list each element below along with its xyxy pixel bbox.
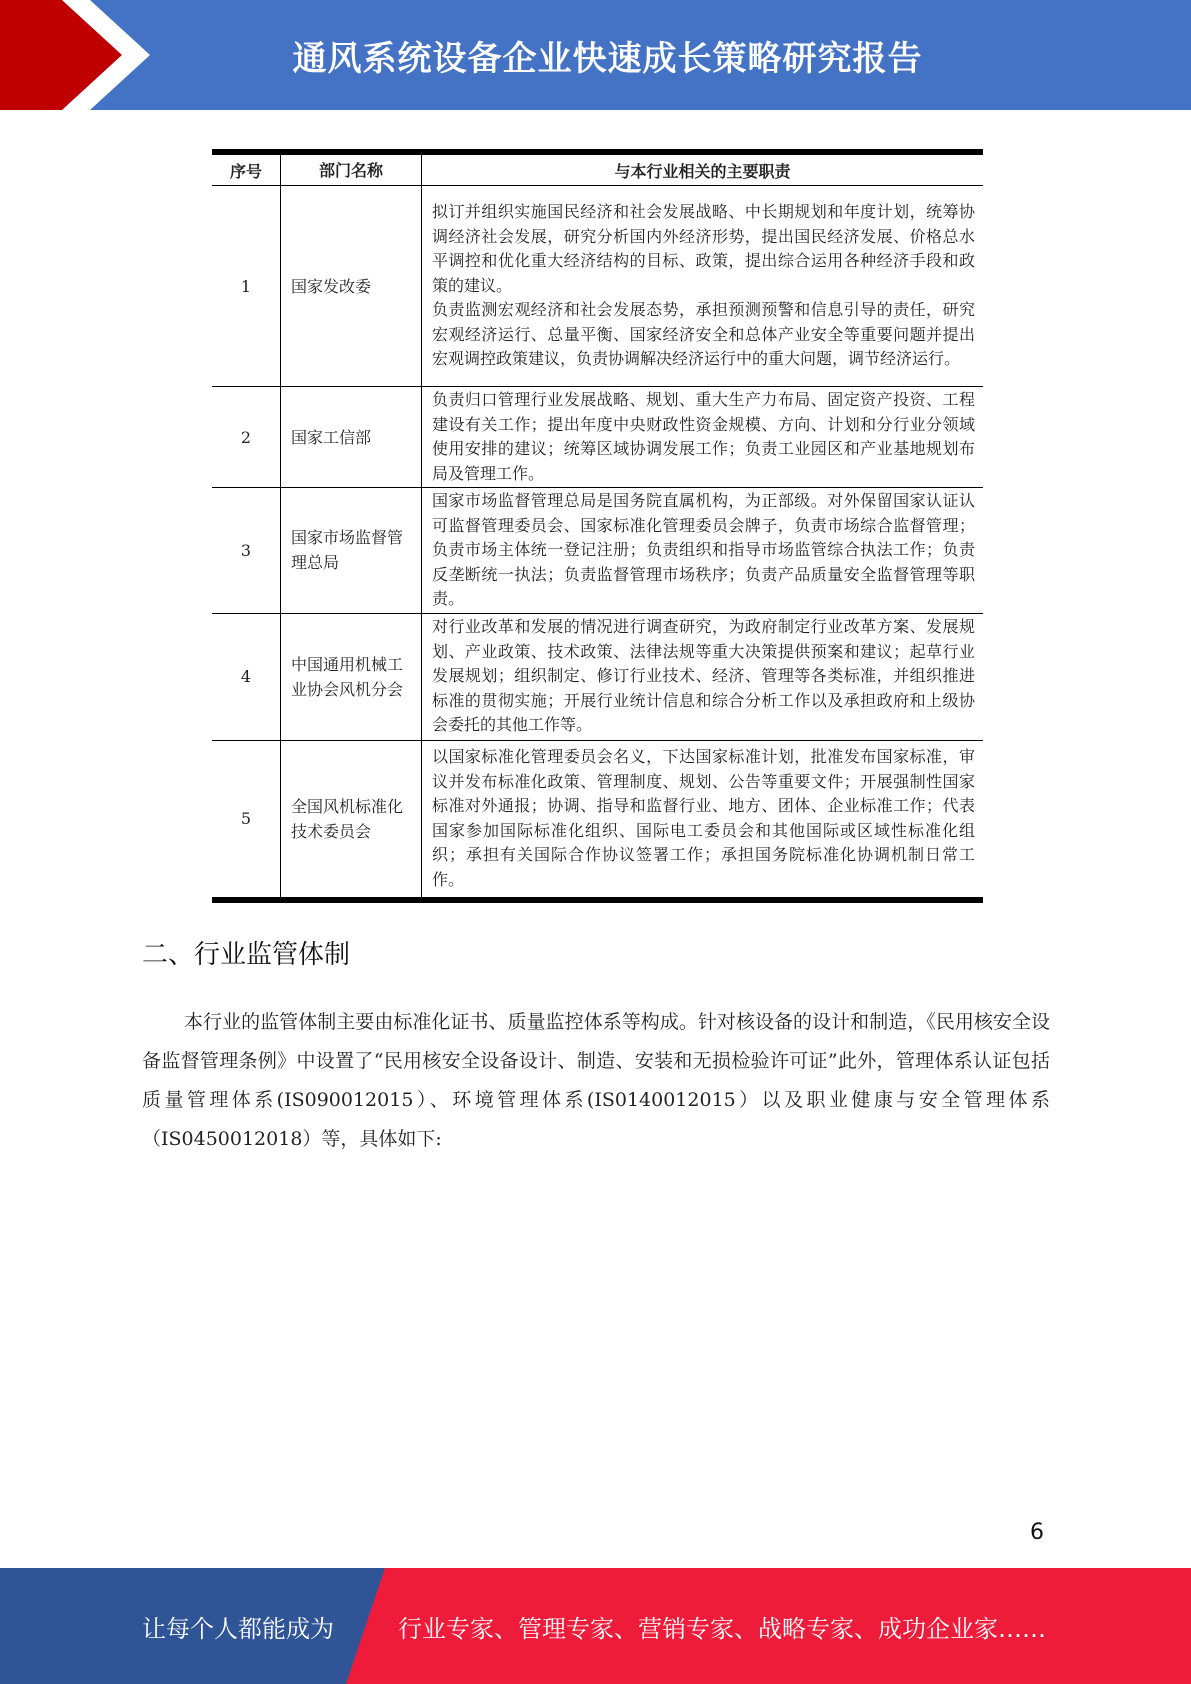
row-duty	[422, 186, 984, 387]
report-title: 通风系统设备企业快速成长策略研究报告	[292, 38, 923, 79]
table-row	[212, 387, 983, 488]
row-duty-text-2: 负责监测宏观经济和社会发展态势，承担预测预警和信息引导的责任，研究宏观经济运行、总量平衡、国家经济安全和总体产业安全等重要问题并提出宏观调控政策建议，负责协调解决经济运行中的重大问题，调节经济运行。	[432, 300, 975, 369]
table-header-row	[212, 152, 983, 186]
header-duty: 与本行业相关的主要职责	[422, 152, 984, 186]
row-dept: 全国风机标准化技术委员会	[281, 740, 422, 900]
table-row	[212, 488, 983, 614]
duty-table	[212, 149, 983, 903]
row-duty-text: 拟订并组织实施国民经济和社会发展战略、中长期规划和年度计划，统筹协调经济社会发展，研究分析国内外经济形势，提出国民经济发展、价格总水平调控和优化重大经济结构的目标、政策，提出综合运用各种经济手段和政策的建议。	[432, 202, 975, 295]
row-dept: 中国通用机械工业协会风机分会	[281, 613, 422, 740]
header-dept: 部门名称	[281, 152, 422, 186]
row-no: 2	[212, 387, 281, 488]
body-paragraph: 本行业的监管体制主要由标准化证书、质量监控体系等构成。针对核设备的设计和制造，《民用核安全设备监督管理条例》中设置了“民用核安全设备设计、制造、安装和无损检验许可证”此外，管理体系认证包括质量管理体系(IS090012015）、环境管理体系(IS0140012015）以及职业健康与安全管理体系（IS0450012018）等，具体如下:	[142, 1011, 1050, 1150]
row-no: 1	[212, 186, 281, 387]
row-duty: 以国家标准化管理委员会名义，下达国家标准计划，批准发布国家标准，审议并发布标准化政策、管理制度、规划、公告等重要文件；开展强制性国家标准对外通报；协调、指导和监督行业、地方、团体、企业标准工作；代表国家参加国际标准化组织、国际电工委员会和其他国际或区域性标准化组织；承担有关国际合作协议签署工作；承担国务院标准化协调机制日常工作。	[422, 740, 984, 900]
row-dept: 国家工信部	[281, 387, 422, 488]
row-dept: 国家发改委	[281, 186, 422, 387]
table-row	[212, 740, 983, 900]
footer-slogan-left: 让每个人都能成为	[142, 1614, 334, 1643]
table-row	[212, 186, 983, 387]
row-no: 4	[212, 613, 281, 740]
row-no: 3	[212, 488, 281, 614]
row-dept: 国家市场监督管理总局	[281, 488, 422, 614]
duty-table-container	[212, 149, 983, 903]
row-no: 5	[212, 740, 281, 900]
footer-slogan-right: 行业专家、管理专家、营销专家、战略专家、成功企业家……	[398, 1614, 1046, 1643]
table-row	[212, 613, 983, 740]
row-duty: 对行业改革和发展的情况进行调查研究，为政府制定行业改革方案、发展规划、产业政策、技术政策、法律法规等重大决策提供预案和建议；起草行业发展规划；组织制定、修订行业技术、经济、管理等各类标准，并组织推进标准的贯彻实施；开展行业统计信息和综合分析工作以及承担政府和上级协会委托的其他工作等。	[422, 613, 984, 740]
page-header	[0, 0, 1191, 110]
page-number: 6	[1030, 1520, 1044, 1545]
row-duty: 国家市场监督管理总局是国务院直属机构，为正部级。对外保留国家认证认可监督管理委员会、国家标准化管理委员会牌子，负责市场综合监督管理；负责市场主体统一登记注册；负责组织和指导市场监管综合执法工作；负责反垄断统一执法；负责监督管理市场秩序；负责产品质量安全监督管理等职责。	[422, 488, 984, 614]
row-duty: 负责归口管理行业发展战略、规划、重大生产力布局、固定资产投资、工程建设有关工作；提出年度中央财政性资金规模、方向、计划和分行业分领域使用安排的建议；统筹区域协调发展工作；负责工业园区和产业基地规划布局及管理工作。	[422, 387, 984, 488]
section-heading: 二、行业监管体制	[142, 940, 351, 970]
page-footer	[0, 1568, 1191, 1684]
header-no: 序号	[212, 152, 281, 186]
